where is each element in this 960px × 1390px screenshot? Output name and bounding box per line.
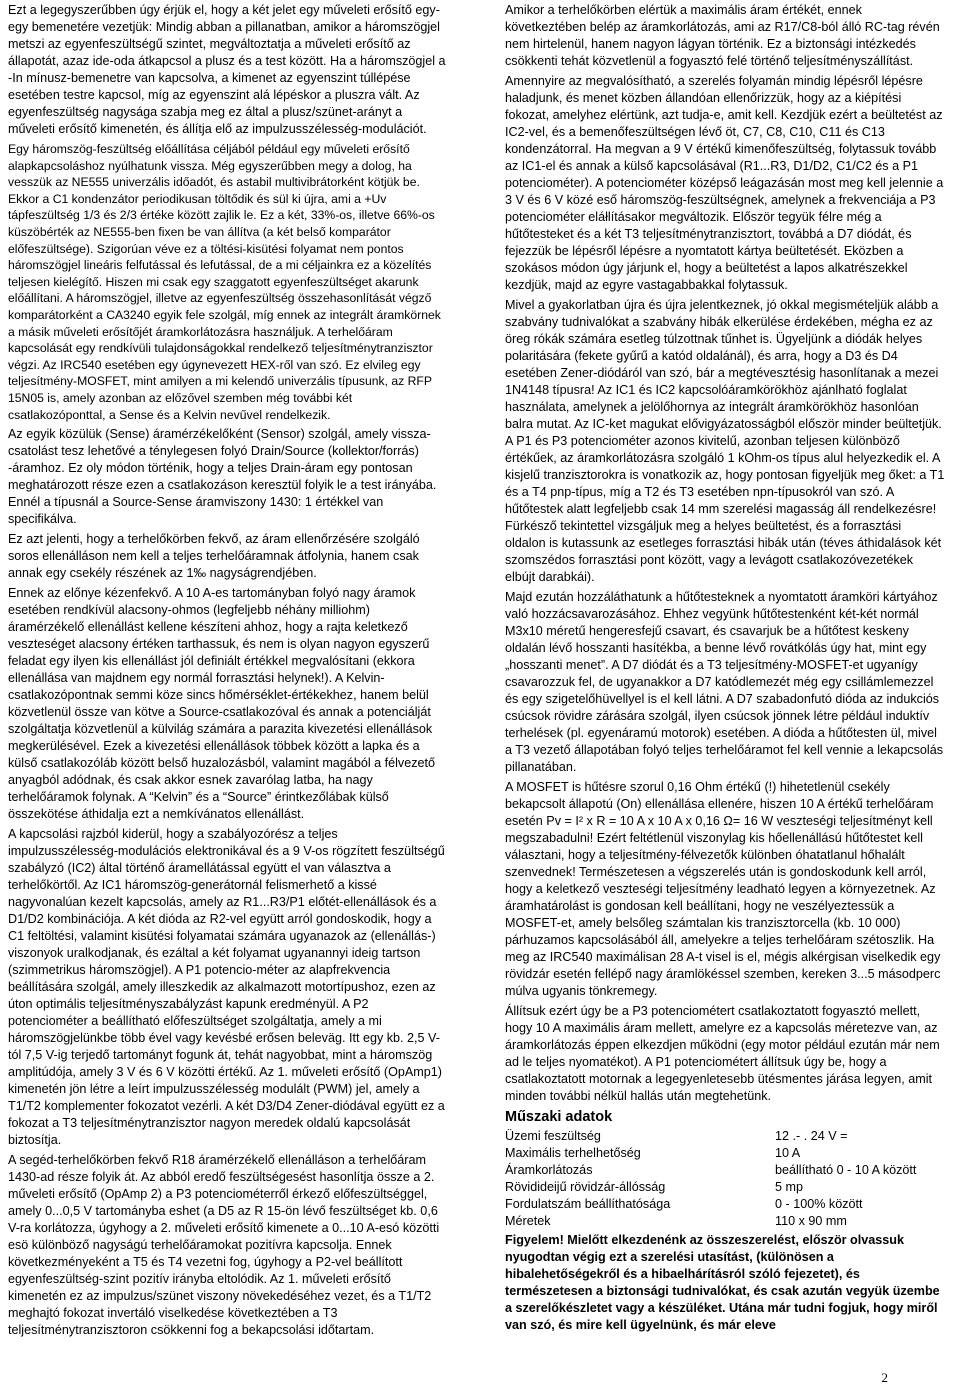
paragraph: A kapcsolási rajzból kiderül, hogy a szabályozórész a teljes impulzusszélesség-modulációs elektronikával és a 9 V-os rögzített feszültségű szabályzó (IC2) által történő áramellátással együtt el van választva a terhelőkörtől. Az IC1 háromszög-generátornál felismerhető a kissé nagyvonalúan kezelt kapcsolás, amely az R1...R3/P1 előtét-ellenállások és a D1/D2 kombinációja. A két dióda az R2-vel együtt arról gondoskodik, hogy a C1 feltöltési, valamint kisütési folyamatai számára ugyanazok az (ellenállás-) viszonyok uralkodjanak, és ezáltal a két folyamat ugyanannyi ideig tartson (szimmetrikus háromszögjel). A P1 potencio-méter az alapfrekvencia beállítására szolgál, amely illeszkedik az alkalmazott motortípushoz, ezen az úton optimális teljesítményszabályzást kapunk eredményül. A P2 potenciométer a beállítható előfeszültséget szolgáltatja, amely a mi háromszögjelünkbe több ével vagy kevésbé erősen beleväg. Itt egy kb. 2,5 V-tól 7,5 V-ig terjedő tartományt fogunk át, tehát nagyobbat, mint a háromszög amplitúdója, amely 3 V és 6 V közötti értékű. Az 1. műveleti erősítő (OpAmp1) kimenetén jön létre a leírt impulzusszélesség modulált (PWM) jel, amely a T1/T2 komplementer fokozatot vezérli. A két D3/D4 Zener-diódával együtt ez a fokozat a T3 teljesítménytranzisztor nagyon meredek oldalú kapcsolását biztosítja. [8, 827, 445, 1148]
specs-heading: Műszaki adatok [505, 1109, 613, 1125]
table-row [505, 1128, 916, 1145]
paragraph: Mivel a gyakorlatban újra és újra jelentkeznek, jó okkal megismételjük alább a szabvány tudnivalókat a szabvány hibák elkerülése érdekében, mégha ez az öreg rókák számára esetleg túlzottnak tűnhet is. Ügyeljünk a diódák helyes polaritására (fekete gyűrű a katód oldalánál), és arra, hogy a D3 és D4 esetében Zener-diódáról van szó, bár a megtévesztésig hasonlítanak a mezei 1N4148 típusra! Az IC1 és IC2 kapcsolóáramkörökhöz ajánlható foglalat használata, amelynek a jelölőhornya az integrált áramkörökhöz hasonlóan balra mutat. Az IC-ket magukat elővigyázatosságból először minder beültetjük. A P1 és P3 potenciométer azonos kivitelű, azonban teljesen különböző értékűek, az áramkorlátozásra szolgáló 1 kOhm-os típus alul helyezkedik el. A kisjelű tranzisztorokra is vonatkozik az, hogy pontosan figyeljük meg őket: a T1 és a T4 pnp-típus, míg a T2 és T3 esetében npn-típusokról van szó. A hűtőtestek alatt legfeljebb csak 14 mm szerelési magasság áll rendelkezésre! Fürkésző tekintettel vizsgáljuk meg a helyes beültetést, és a forrasztási oldalon is kutassunk az esetleges forrasztási hibák után (téves áthidalások két szomszédos forrasztási pont között, vagy a levágott csatlakozóvezetékek elbújt darabkái). [505, 298, 945, 584]
left-column [8, 2, 448, 1339]
paragraph: Ez azt jelenti, hogy a terhelőkörben fekvő, az áram ellenőrzésére szolgáló soros ellenálláson nem kell a teljes terhelőáramnak átfolynia, hanem csak annak egy csekély részének az 1‰ nagyságrendjében. [8, 532, 420, 581]
paragraph: Az egyik közülük (Sense) áramérzékelőként (Sensor) szolgál, amely vissza-csatolást tesz lehetővé a ténylegesen folyó Drain/Source (kollektor/forrás) -áramhoz. Ez oly módon történik, hogy a teljes Drain-áram egy pontosan meghatározott része ezen a csatlakozáson keresztül folyik le a test irányába. Ennél a típusnál a Source-Sense áramviszony 1430: 1 értékkel van specifikálva. [8, 427, 437, 527]
table-row [505, 1213, 916, 1230]
paragraph: Állítsuk ezért úgy be a P3 potenciométert csatlakoztatott fogyasztó mellett, hogy 10 A maximális áram mellett, amelyre ez a kapcsolás méretezve van, az áramkorlátozás éppen elkezdjen működni (egy motor például ezután már nem ad le teljes nyomatékot). A P1 potenciométert állítsuk úgy be, hogy a csatlakoztatott motornak a legegyenletesebb ütésmentes járása legyen, amit minden további nélkül hallás után megtehetünk. [505, 1004, 940, 1103]
spec-key: Maximális terhelhetőség [505, 1146, 641, 1160]
table-row [505, 1145, 916, 1162]
specs-table [505, 1128, 916, 1230]
warning-paragraph: Figyelem! Mielőtt elkezdenénk az összeszerelést, először olvassuk nyugodtan végig ezt a szerelési utasítást, (különösen a hibalehetőségekről és a hibaelhárításról szóló fejezetet), és természetesen a biztonsági tudnivalókat, és csak azután vegyük üzembe a szerelőkészletet vagy a készüléket. Utána már tudni fogjuk, hogy miről van szó, és mire kell ügyelnünk, és már eleve [505, 1233, 940, 1332]
spec-key: Áramkorlátozás [505, 1163, 593, 1177]
spec-key: Rövidideijű rövidzár-állósság [505, 1180, 666, 1194]
spec-value: 110 x 90 mm [775, 1214, 847, 1228]
spec-value: 12 .- . 24 V = [775, 1129, 848, 1143]
paragraph: Amikor a terhelőkörben elértük a maximális áram értékét, ennek következtében belép az áramkorlátozás, ami az R17/C8-ból álló RC-tag révén nem hirtelenül, hanem nagyon lágyan történik. Ez a biztonsági intézkedés csökkenti tehát közvetlenül a fogyasztó felé történő teljesítményszállítást. [505, 3, 940, 68]
spec-value: 0 - 100% között [775, 1197, 863, 1211]
paragraph: Ennek az előnye kézenfekvő. A 10 A-es tartományban folyó nagy áramok esetében rendkívül alacsony-ohmos (legfeljebb néhány milliohm) áramérzékelő ellenállást kellene készíteni ahhoz, hogy a rajta keletkező veszteséget alacsony értéken tarthassuk, és nem is olyan nagyon egyszerű feladat egy ilyen kis ellenállást jól definiált értékkel megvalósítani (ekkora ellenállása van majdnem egy normál forrasztási helynek!). A Kelvin-csatlakozópontnak semmi köze sincs hőmérséklet-értékekhez, hanem belül közvetlenül össze van kötve a Source-csatlakozóval és annak a potenciálját szolgáltatja közvetlenül a külvilág számára a parazita kivezetési ellenállások megkerülésével. Ezek a kivezetési ellenállások többek között a lapka és a külső csatlakozóláb között belső huzalozásból, valamint magából a félvezető anyagból adódnak, és csak akkor esnek zavarólag latba, ha nagy terhelőáramok folynak. A “Kelvin” és a “Source” érintkezőlábak külső összekötése áthidalja ezt a nemkívánatos ellenállást. [8, 586, 436, 822]
paragraph: Majd ezután hozzáláthatunk a hűtőtesteknek a nyomtatott áramköri kártyához való hozzácsavarozásához. Ehhez vegyünk hűtőtestenként két-két normál M3x10 méretű hengeresfejű csavart, és csavarjuk be a hűtőtest keskeny oldalán lévő hosszanti hasítékba, a benne lévő rovátkólás úgy hat, mint egy „hosszanti menet”. A D7 diódát és a T3 teljesítmény-MOSFET-et ugyanígy csavarozzuk fel, de ugyanakkor a D7 katódlemezét még egy csillámlemezzel és egy szigetelőhüvellyel is el kell látni. A D7 szabadonfutó dióda az indukciós csúcsok rövidre zárására szolgál, ilyen csúcsok jönnek létre például induktív terhelések (pl. egyenáramú motorok) esetében. A dióda a hűtőtesten ül, mivel a T3 vezető állapotában folyó teljes terhelőáramot fel kell vennie a lekapcsolás pillanatában. [505, 590, 944, 774]
spec-value: beállítható 0 - 10 A között [775, 1163, 917, 1177]
right-column [505, 2, 945, 1334]
paragraph: Egy háromszög-feszültség előállítása céljából például egy műveleti erősítő alapkapcsoláshoz nyúlhatunk vissza. Még egyszerűbben megy a dolog, ha vesszük az NE555 univerzális időadót, és astabil multivibrátorként kötjük be. Ekkor a C1 kondenzátor periodikusan töltődik és sül ki újra, ami a +Uv tápfeszültség 1/3 és 2/3 értéke között zajlik le. Ez a két, 33%-os, illetve 66%-os küszöbérték az NE555-ben fixen be van állítva (a két belső komparátor előfeszültsége). Szigorúan véve ez a töltési-kisütési folyamat nem pontos háromszögjel lineáris felfutással és lefutással, de a mi céljainkra ez a közelítés teljesen kielégítő. Hiszen mi csak egy szaggatott egyenfeszültséget akarunk előállítani. A háromszögjel, illetve az egyenfeszültség összehasonlítását végző komparátorként a CA3240 egyik fele szolgál, míg ennek az integrált áramkörnek a másik műveleti erősítőjét áramkorlátozásra használjuk. A terhelőáram kapcsolását egy rendkívüli tulajdonságokkal rendelkező teljesítménytranzisztor végzi. Az IRC540 esetében egy úgynevezett HEX-ről van szó. Ez elvileg egy teljesítmény-MOSFET, mint amilyen a mi kelendő univerzális típusunk, az RFP 15N05 is, amely azonban az előzővel szemben még további két csatlakozóponttal, a Sense és a Kelvin nevűvel rendelkezik. [8, 142, 441, 422]
spec-value: 5 mp [775, 1180, 803, 1194]
spec-key: Méretek [505, 1214, 551, 1228]
spec-key: Üzemi feszültség [505, 1129, 601, 1143]
paragraph: A MOSFET is hűtésre szorul 0,16 Ohm értékű (!) hihetetlenül csekély bekapcsolt állapotú (On) ellenállása ellenére, hiszen 10 A értékű terhelőáram esetén Pv = I² x R = 10 A x 10 A x 0,16 Ω= 16 W veszteségi teljesítményt kell megszabadulni! Ezért feltétlenül viszonylag kis hőellenállású hűtőtestet kell választani, hogy a teljesítmény-félvezetők különben óhatatlanul hőhalált szenvednek! Természetesen a végszerelés után is gondoskodunk kell arról, hogy a keletkező veszteségi teljesítmény leadható legyen a környezetnek. Az áramhatárolást is gondosan kell beállítani, hogy ne veszélyeztessük a MOSFET-et, amely belsőleg számtalan kis tranzisztorcella (kb. 10 000) párhuzamos kapcsolásából áll, amelyekre a teljes terhelőáram szétoszlik. Ha meg az IRC540 maximálisan 28 A-t visel is el, mégis alkérgisan viselkedik egy rövidzár esetén fellépő nagy áramlökéssel szemben, kereken 3...5 másodperc múlva ugyanis tönkremegy. [505, 780, 941, 998]
spec-value: 10 A [775, 1146, 801, 1160]
page-number: 2 [881, 1370, 888, 1385]
paragraph: A segéd-terhelőkörben fekvő R18 áramérzékelő ellenálláson a terhelőáram 1430-ad része folyik át. Az abból eredő feszültségesést hasonlítja össze a 2. műveleti erősítő (OpAmp 2) a P3 potenciométerről érkező előfeszültséggel, amely 0...0,5 V tartományba eshet (a D5 az R 15-ön lévő feszültséget kb. 0,6 V-ra korlátozza, úgyhogy a 2. műveleti erősítő kimenete a 0...10 A-esó közötti esö különböző nagyságú terhelőáramokat pozitívra kapcsolja. Ennek következményeként a T5 és T4 vezetni fog, úgyhogy a P2-vel beállított egyenfeszültség-szint pozitív irányba eltolódik. Az 1. műveleti erősítő kimenetén ez az impulzus/szünet viszony növekedéséhez vezet, és a T1/T2 meghajtó fokozat invertáló viselkedése következtében a T3 teljesítménytranzisztoron csökkenni fog a bekapcsolási időtartam. [8, 1153, 440, 1338]
paragraph: Ezt a legegyszerűbben úgy érjük el, hogy a két jelet egy műveleti erősítő egy-egy bemenetére vezetjük: Mindig abban a pillanatban, amikor a háromszögjel metszi az egyenfeszültségű szintet, megváltoztatja a műveleti erősítő az állapotát, azaz ide-oda átkapcsol a plusz és a test között. Ha a háromszögjel a -In mínusz-bemenetre van kapcsolva, a kimenet az egyenszint túllépése esetében testre kapcsol, míg az egyenszint alá lépéskor a pluszra vált. Az egyenfeszültség nagysága szabja meg ez által a plusz/szünet-arányt a műveleti erősítő kimenetén, és állítja elő az impulzusszélesség-modulációt. [8, 3, 446, 136]
table-row [505, 1162, 916, 1179]
table-row [505, 1179, 916, 1196]
table-row [505, 1196, 916, 1213]
spec-key: Fordulatszám beállíthatósága [505, 1197, 671, 1211]
paragraph: Amennyire az megvalósítható, a szerelés folyamán mindig lépésről lépésre haladjunk, és menet közben állandóan ellenőrizzük, hogy az a kiépítési fokozat, amelyhez elértünk, azt tudja-e, amit kell. Kezdjük ezért a beültetést az IC2-vel, és a bemenőfeszültségen lévő öt, C7, C8, C10, C11 és C13 kondenzátorral. Ha megvan a 9 V értékű kimenőfeszültség, folytassuk tovább az IC1-el és annak a külső kapcsolásával (R1...R3, D1/D2, C1/C2 és a P1 potenciométer). A potenciométer középső leágazásán most meg kell jelennie a 3 V és 6 V közé eső háromszög-feszültségnek, amelynek a frekvenciája a P3 potenciométer eláłlításakor megváltozik. Először tegyük félre még a hűtőtesteket és a két T3 teljesítménytranzisztort, továbbá a D7 diódát, és fejezzük be lépésről lépésre a nyomtatott kártya beültetését. Eközben a szokásos módon úgy járjunk el, hogy a beültetést a lapos alkatrészekkel kezdjük, majd az egyre vastagabbakkal folytassuk. [505, 74, 944, 292]
